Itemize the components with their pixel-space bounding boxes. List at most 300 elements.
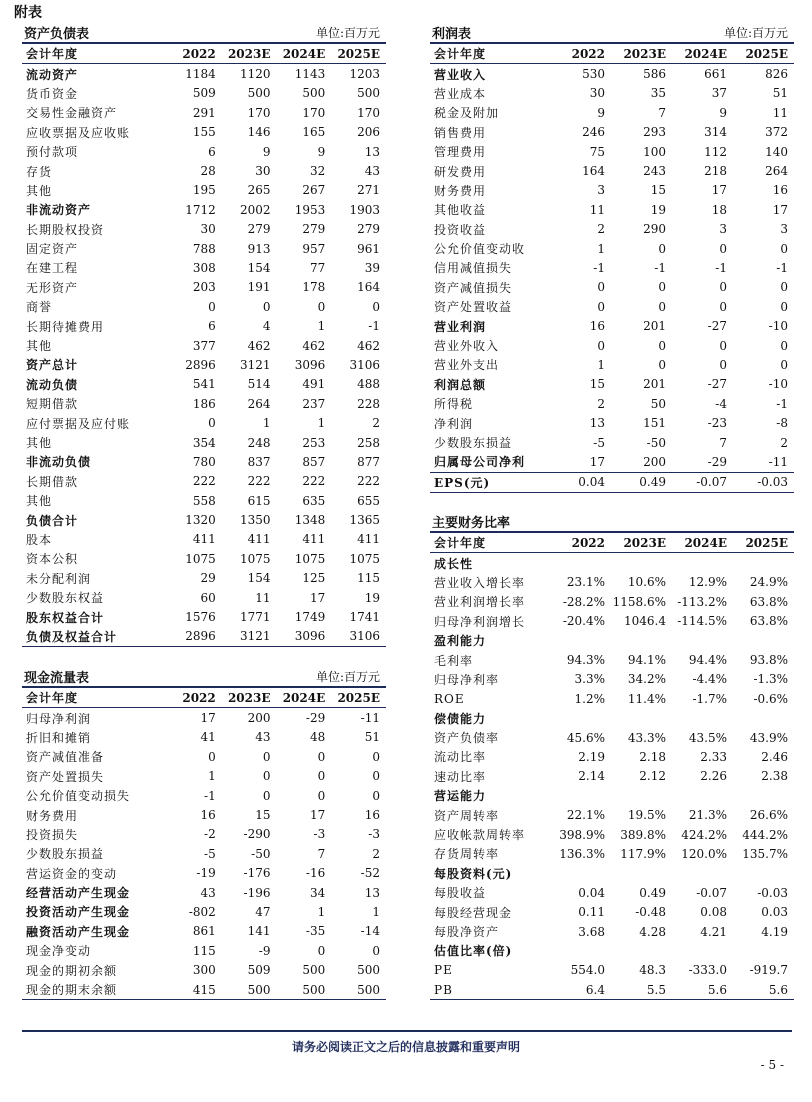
row-value: 3096 bbox=[294, 357, 326, 372]
row-value: 0 bbox=[262, 788, 271, 803]
row-value: 11 bbox=[255, 590, 271, 605]
row-label: 归母净利率 bbox=[434, 672, 500, 687]
row-label: 预付款项 bbox=[26, 145, 79, 160]
row-value: 0 bbox=[719, 299, 727, 314]
row-value: 17 bbox=[200, 711, 216, 726]
row-value: -8 bbox=[776, 416, 788, 431]
row-value: 398.9% bbox=[559, 827, 605, 842]
row-value: 201 bbox=[643, 377, 666, 392]
row-label: 投资收益 bbox=[434, 222, 487, 237]
row-value: 554.0 bbox=[570, 963, 605, 978]
income-panel bbox=[430, 22, 794, 493]
row-value bbox=[611, 553, 672, 573]
row-value: 140 bbox=[765, 144, 788, 159]
header-label: 会计年度 bbox=[22, 688, 167, 708]
row-value: 1075 bbox=[239, 551, 271, 566]
header-year: 2024E bbox=[672, 44, 733, 64]
row-value: 0 bbox=[719, 338, 727, 353]
row-label: 经营活动产生现金 bbox=[26, 886, 131, 901]
row-value: -1 bbox=[593, 260, 605, 275]
row-value: 4.21 bbox=[700, 924, 727, 939]
table-row bbox=[22, 960, 386, 979]
row-label: 现金的期末余额 bbox=[22, 980, 167, 1000]
header-year: 2024E bbox=[277, 688, 332, 708]
row-value: 264 bbox=[765, 164, 788, 179]
row-value: 0 bbox=[780, 338, 788, 353]
ratios-table bbox=[430, 533, 794, 1000]
row-value: 0 bbox=[658, 241, 666, 256]
row-value: 218 bbox=[704, 164, 727, 179]
row-value: 203 bbox=[192, 280, 216, 295]
row-value: 514 bbox=[247, 377, 271, 392]
row-value: -0.07 bbox=[696, 885, 727, 900]
row-value: 635 bbox=[302, 493, 326, 508]
row-value: 9 bbox=[317, 144, 326, 159]
row-value: 2002 bbox=[239, 202, 271, 217]
row-label: 短期借款 bbox=[26, 397, 79, 412]
row-value: -0.48 bbox=[635, 905, 666, 920]
row-value: 1120 bbox=[239, 67, 271, 82]
table-row bbox=[22, 336, 386, 355]
table-row bbox=[22, 316, 386, 335]
header-year: 2023E bbox=[222, 688, 277, 708]
row-value: 10.6% bbox=[627, 575, 666, 590]
row-value: 2 bbox=[372, 416, 380, 431]
row-label: 流动负债 bbox=[26, 377, 79, 392]
row-value: 377 bbox=[192, 338, 216, 353]
row-value: 6 bbox=[208, 319, 216, 334]
row-value: -196 bbox=[243, 885, 271, 900]
ratios-head bbox=[430, 511, 794, 533]
row-value: 314 bbox=[704, 125, 727, 140]
row-value: 146 bbox=[247, 125, 271, 140]
header-year: 2024E bbox=[672, 533, 733, 553]
row-value: 444.2% bbox=[742, 827, 788, 842]
table-row bbox=[22, 786, 386, 805]
row-value: 0.04 bbox=[578, 885, 605, 900]
row-value: 411 bbox=[302, 532, 326, 547]
header-year: 2025E bbox=[733, 533, 794, 553]
row-value: 16 bbox=[772, 183, 788, 198]
header-label: 会计年度 bbox=[22, 44, 167, 64]
row-value: -176 bbox=[243, 866, 271, 881]
header-label: 会计年度 bbox=[430, 533, 550, 553]
table-row bbox=[430, 747, 794, 766]
table-row bbox=[22, 200, 386, 219]
table-row bbox=[22, 805, 386, 824]
table-row bbox=[430, 433, 794, 452]
row-label: ROE bbox=[434, 691, 465, 706]
row-value: 17 bbox=[772, 202, 788, 217]
row-value: 19 bbox=[650, 202, 666, 217]
row-value: 5.5 bbox=[611, 980, 672, 1000]
row-value: 0 bbox=[317, 299, 326, 314]
row-label: 资产周转率 bbox=[434, 808, 500, 823]
row-value: -29 bbox=[305, 711, 326, 726]
row-value: 13 bbox=[364, 885, 380, 900]
row-value: 34.2% bbox=[627, 672, 666, 687]
row-value: 17 bbox=[309, 808, 326, 823]
row-value: 290 bbox=[643, 222, 666, 237]
header-year: 2025E bbox=[331, 688, 386, 708]
row-value: 100 bbox=[643, 144, 666, 159]
row-value bbox=[733, 709, 794, 728]
row-value: 509 bbox=[247, 963, 271, 978]
row-value: 500 bbox=[222, 980, 277, 1000]
row-label: 财务费用 bbox=[434, 183, 487, 198]
row-value: 93.8% bbox=[749, 653, 788, 668]
row-value: -35 bbox=[305, 924, 326, 939]
row-value: 63.8% bbox=[749, 614, 788, 629]
table-row bbox=[430, 375, 794, 394]
table-row bbox=[22, 883, 386, 902]
row-value bbox=[733, 941, 794, 960]
header-year: 2022 bbox=[550, 44, 611, 64]
footer-divider bbox=[22, 1030, 792, 1032]
row-value: 500 bbox=[302, 86, 326, 101]
row-value: 154 bbox=[247, 260, 271, 275]
row-value: 222 bbox=[302, 474, 326, 489]
row-value: 47 bbox=[255, 904, 271, 919]
row-label: 投资活动产生现金 bbox=[26, 905, 131, 920]
row-value: 3121 bbox=[239, 357, 271, 372]
row-value: 43.3% bbox=[627, 730, 666, 745]
row-value: 957 bbox=[302, 241, 326, 256]
table-row bbox=[430, 394, 794, 413]
table-row bbox=[430, 689, 794, 708]
row-value: -0.6% bbox=[753, 691, 788, 706]
row-value: 500 bbox=[277, 980, 332, 1000]
row-label: 少数股东损益 bbox=[434, 436, 513, 450]
row-value: 191 bbox=[247, 280, 271, 295]
table-header-row bbox=[22, 688, 386, 708]
row-value: 530 bbox=[582, 67, 605, 82]
table-row bbox=[430, 941, 794, 960]
row-value: 2 bbox=[372, 846, 380, 861]
row-value: 30 bbox=[589, 86, 605, 101]
row-value: 3.3% bbox=[574, 672, 605, 687]
table-row bbox=[22, 549, 386, 568]
row-label: 资本公积 bbox=[26, 552, 79, 567]
row-value: 1903 bbox=[349, 202, 380, 217]
table-row bbox=[430, 670, 794, 689]
row-value bbox=[733, 553, 794, 573]
table-row bbox=[430, 123, 794, 142]
row-value: 1576 bbox=[185, 610, 216, 625]
table-row bbox=[22, 220, 386, 239]
table-row bbox=[22, 491, 386, 510]
row-label: 应收票据及应收账 bbox=[26, 125, 131, 140]
row-value: 1771 bbox=[239, 610, 271, 625]
row-value bbox=[672, 709, 733, 728]
row-value: 0.03 bbox=[761, 905, 788, 920]
row-value: -1 bbox=[368, 319, 380, 334]
table-row bbox=[430, 142, 794, 161]
row-value: 500 bbox=[357, 86, 380, 101]
row-value: 913 bbox=[247, 241, 271, 256]
row-value: 0 bbox=[372, 788, 380, 803]
row-value: 861 bbox=[192, 924, 216, 939]
row-value: 0 bbox=[372, 769, 380, 784]
row-value bbox=[550, 709, 611, 728]
header-year: 2024E bbox=[277, 44, 332, 64]
row-value: 23.1% bbox=[566, 575, 605, 590]
row-value: 41 bbox=[200, 730, 216, 745]
table-row bbox=[430, 961, 794, 980]
row-value: 0 bbox=[208, 416, 216, 431]
row-label: 毛利率 bbox=[434, 653, 474, 668]
table-row bbox=[430, 316, 794, 335]
row-value: 500 bbox=[331, 980, 386, 1000]
row-value: -802 bbox=[188, 904, 216, 919]
table-row bbox=[430, 980, 794, 1000]
balance-sheet-panel bbox=[22, 22, 386, 647]
row-value: 500 bbox=[247, 86, 271, 101]
row-value: 780 bbox=[192, 454, 216, 469]
table-row bbox=[430, 200, 794, 219]
row-label: 销售费用 bbox=[434, 125, 487, 140]
row-value: 2.33 bbox=[700, 749, 727, 764]
row-label: 公允价值变动收 bbox=[434, 242, 526, 257]
row-label: 信用减值损失 bbox=[434, 261, 513, 276]
row-value: 170 bbox=[247, 105, 271, 120]
row-value: 0 bbox=[208, 749, 216, 764]
row-value: 500 bbox=[357, 963, 380, 978]
row-value: -114.5% bbox=[677, 614, 727, 629]
row-label: 归母净利润 bbox=[26, 711, 92, 726]
row-value: -50 bbox=[646, 435, 666, 450]
row-value: 154 bbox=[247, 571, 271, 586]
row-value: 788 bbox=[192, 241, 216, 256]
row-value: 15 bbox=[589, 377, 605, 392]
row-value: 24.9% bbox=[749, 575, 788, 590]
row-value: 837 bbox=[247, 454, 271, 469]
table-row bbox=[430, 825, 794, 844]
row-value: 5.6 bbox=[733, 980, 794, 1000]
row-label: 固定资产 bbox=[26, 242, 79, 257]
row-value: 50 bbox=[650, 396, 666, 411]
row-value: 1350 bbox=[239, 513, 271, 528]
footer-disclaimer: 请务必阅读正文之后的信息披露和重要声明 bbox=[291, 1040, 520, 1054]
row-value: 15 bbox=[255, 808, 271, 823]
row-value: 271 bbox=[357, 183, 380, 198]
row-value: 877 bbox=[357, 454, 380, 469]
row-value: 228 bbox=[357, 396, 380, 411]
row-value: 291 bbox=[192, 105, 216, 120]
table-row bbox=[430, 239, 794, 258]
header-year: 2025E bbox=[331, 44, 386, 64]
row-value: 186 bbox=[192, 396, 216, 411]
row-label: 未分配利润 bbox=[26, 571, 92, 586]
row-value: 2.18 bbox=[639, 749, 666, 764]
row-label: 每股经营现金 bbox=[434, 905, 513, 920]
row-value: 16 bbox=[200, 808, 216, 823]
row-value: 32 bbox=[309, 164, 326, 179]
row-value: 372 bbox=[765, 125, 788, 140]
table-row bbox=[430, 472, 794, 492]
row-value: 21.3% bbox=[688, 808, 727, 823]
table-row bbox=[430, 592, 794, 611]
row-value: -1 bbox=[715, 260, 727, 275]
row-value: 164 bbox=[357, 280, 380, 295]
row-label: 长期待摊费用 bbox=[26, 319, 105, 334]
row-value: -11 bbox=[360, 711, 380, 726]
row-value: 500 bbox=[302, 963, 326, 978]
row-value: 34 bbox=[309, 885, 326, 900]
row-value bbox=[550, 631, 611, 650]
table-row bbox=[22, 569, 386, 588]
row-value: 3 bbox=[719, 222, 727, 237]
table-row bbox=[430, 631, 794, 650]
row-label: 营业利润 bbox=[434, 319, 487, 334]
row-value: 0 bbox=[780, 299, 788, 314]
row-value: -9 bbox=[258, 943, 271, 958]
table-row bbox=[430, 728, 794, 747]
row-value: 178 bbox=[302, 280, 326, 295]
row-label: 融资活动产生现金 bbox=[26, 924, 131, 939]
cashflow-panel bbox=[22, 666, 386, 1000]
row-value: 112 bbox=[704, 144, 727, 159]
row-label: 现金的期初余额 bbox=[26, 963, 118, 978]
row-value bbox=[611, 864, 672, 883]
row-value: 1 bbox=[317, 416, 326, 431]
row-value: 411 bbox=[192, 532, 216, 547]
table-row bbox=[22, 142, 386, 161]
row-value: 1143 bbox=[294, 67, 326, 82]
row-value: 462 bbox=[247, 338, 271, 353]
row-value: 0 bbox=[719, 357, 727, 372]
row-value: 115 bbox=[192, 943, 216, 958]
row-value: 125 bbox=[302, 571, 326, 586]
row-value: 11 bbox=[589, 202, 605, 217]
row-label: 长期借款 bbox=[26, 474, 79, 489]
row-label: 所得税 bbox=[434, 397, 474, 412]
table-row bbox=[430, 103, 794, 122]
row-value: 1953 bbox=[294, 202, 326, 217]
row-value: 48 bbox=[309, 730, 326, 745]
row-value: 28 bbox=[200, 164, 216, 179]
row-value: 7 bbox=[658, 105, 666, 120]
row-value: 2 bbox=[780, 435, 788, 450]
row-value: 11.4% bbox=[627, 691, 666, 706]
row-value: 3 bbox=[597, 183, 605, 198]
row-value: 0 bbox=[317, 749, 326, 764]
row-value: 43 bbox=[255, 730, 271, 745]
row-value: 411 bbox=[247, 532, 271, 547]
row-label: 资产处置收益 bbox=[434, 300, 513, 315]
row-label: 折旧和摊销 bbox=[26, 730, 92, 745]
row-value: -1 bbox=[776, 396, 788, 411]
row-value: -3 bbox=[368, 827, 380, 842]
row-value: 151 bbox=[643, 416, 666, 431]
row-value: 1749 bbox=[294, 610, 326, 625]
row-value: 243 bbox=[643, 164, 666, 179]
row-value: -0.03 bbox=[733, 472, 794, 492]
table-row bbox=[430, 922, 794, 941]
row-value: -0.03 bbox=[757, 885, 788, 900]
row-value: 0 bbox=[597, 280, 605, 295]
row-value: 17 bbox=[589, 454, 605, 469]
row-value: 5.6 bbox=[672, 980, 733, 1000]
balance-sheet-title: 资产负债表 bbox=[24, 27, 90, 42]
row-label: 交易性金融资产 bbox=[26, 106, 118, 121]
row-value: 0 bbox=[658, 357, 666, 372]
row-value: -20.4% bbox=[562, 614, 605, 629]
row-value bbox=[611, 709, 672, 728]
table-row bbox=[22, 941, 386, 960]
row-value: 12.9% bbox=[688, 575, 727, 590]
row-value: -3 bbox=[313, 827, 326, 842]
table-row bbox=[430, 864, 794, 883]
cashflow-title: 现金流量表 bbox=[24, 671, 90, 686]
row-value: 120.0% bbox=[681, 846, 727, 861]
row-value: 7 bbox=[719, 435, 727, 450]
row-value: 141 bbox=[247, 924, 271, 939]
row-value: -50 bbox=[251, 846, 271, 861]
row-label: 偿债能力 bbox=[434, 711, 487, 726]
row-label: 财务费用 bbox=[26, 808, 79, 823]
table-row bbox=[22, 767, 386, 786]
row-label: 股本 bbox=[26, 532, 53, 547]
table-row bbox=[430, 805, 794, 824]
row-label: 股东权益合计 bbox=[26, 610, 105, 625]
table-row bbox=[22, 708, 386, 728]
row-value: 293 bbox=[643, 125, 666, 140]
row-value: 509 bbox=[192, 86, 216, 101]
table-row bbox=[22, 728, 386, 747]
row-value: 94.1% bbox=[627, 653, 666, 668]
row-value: 1158.6% bbox=[612, 594, 666, 609]
row-value: 558 bbox=[192, 493, 216, 508]
row-value bbox=[672, 864, 733, 883]
row-value: 2.38 bbox=[761, 769, 788, 784]
header-label: 会计年度 bbox=[430, 44, 550, 64]
row-value: 0 bbox=[317, 769, 326, 784]
table-row bbox=[22, 452, 386, 471]
row-value: 164 bbox=[582, 164, 605, 179]
row-value: -29 bbox=[707, 454, 727, 469]
table-row bbox=[430, 553, 794, 573]
row-value: 2.46 bbox=[761, 749, 788, 764]
row-label: 每股资料(元) bbox=[434, 866, 513, 881]
row-value: 0.49 bbox=[611, 472, 672, 492]
row-value: 170 bbox=[302, 105, 326, 120]
row-value: 0 bbox=[597, 299, 605, 314]
cashflow-head bbox=[22, 666, 386, 688]
row-value: 826 bbox=[765, 67, 788, 82]
row-value: 43 bbox=[364, 164, 380, 179]
row-value bbox=[611, 941, 672, 960]
row-label: 货币资金 bbox=[26, 86, 79, 101]
row-value: 2.12 bbox=[639, 769, 666, 784]
row-value: -27 bbox=[707, 319, 727, 334]
table-row bbox=[430, 64, 794, 84]
row-value: 1 bbox=[597, 357, 605, 372]
header-year: 2022 bbox=[550, 533, 611, 553]
header-year: 2022 bbox=[167, 44, 222, 64]
row-value: 43.5% bbox=[688, 730, 727, 745]
table-row bbox=[22, 181, 386, 200]
row-value bbox=[550, 786, 611, 805]
row-value: 4.28 bbox=[639, 924, 666, 939]
row-value: 4 bbox=[262, 319, 271, 334]
table-row bbox=[22, 278, 386, 297]
table-row bbox=[22, 844, 386, 863]
row-value: 6 bbox=[208, 144, 216, 159]
row-value: 15 bbox=[650, 183, 666, 198]
row-value: 0 bbox=[597, 338, 605, 353]
table-row bbox=[22, 103, 386, 122]
